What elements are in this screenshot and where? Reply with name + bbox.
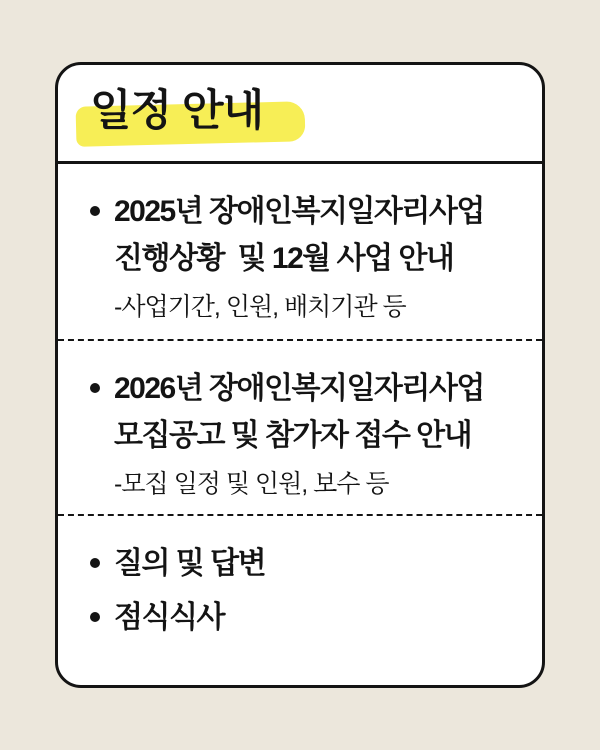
agenda-section-2026 (58, 339, 542, 514)
title-wrap (90, 85, 263, 137)
list-item-body (114, 188, 518, 323)
item-line: 모집공고 및 참가자 접수 안내 (114, 419, 472, 452)
page-title: 일정 안내 (90, 87, 264, 135)
list-item-body (114, 365, 518, 500)
item-line: 2025년 장애인복지일자리사업 (114, 195, 484, 228)
list-item (88, 594, 518, 641)
agenda-section-2025 (58, 164, 542, 339)
schedule-card (55, 62, 545, 688)
item-line: 진행상황 및 12월 사업 안내 (114, 242, 454, 275)
item-subline: -모집 일정 및 인원, 보수 등 (114, 470, 389, 498)
bullet-icon (90, 612, 100, 622)
bullet-icon (90, 206, 100, 216)
item-subline: -사업기간, 인원, 배치기관 등 (114, 293, 406, 321)
item-line: 점식식사 (114, 601, 224, 634)
list-item-body (114, 540, 518, 587)
item-line: 2026년 장애인복지일자리사업 (114, 372, 484, 405)
list-item (88, 188, 518, 323)
list-item (88, 540, 518, 587)
bullet-icon (90, 383, 100, 393)
item-line: 질의 및 답변 (114, 547, 266, 580)
list-item (88, 365, 518, 500)
bullet-icon (90, 558, 100, 568)
card-header (58, 65, 542, 164)
agenda-section-qa-lunch (58, 514, 542, 641)
list-item-body (114, 594, 518, 641)
